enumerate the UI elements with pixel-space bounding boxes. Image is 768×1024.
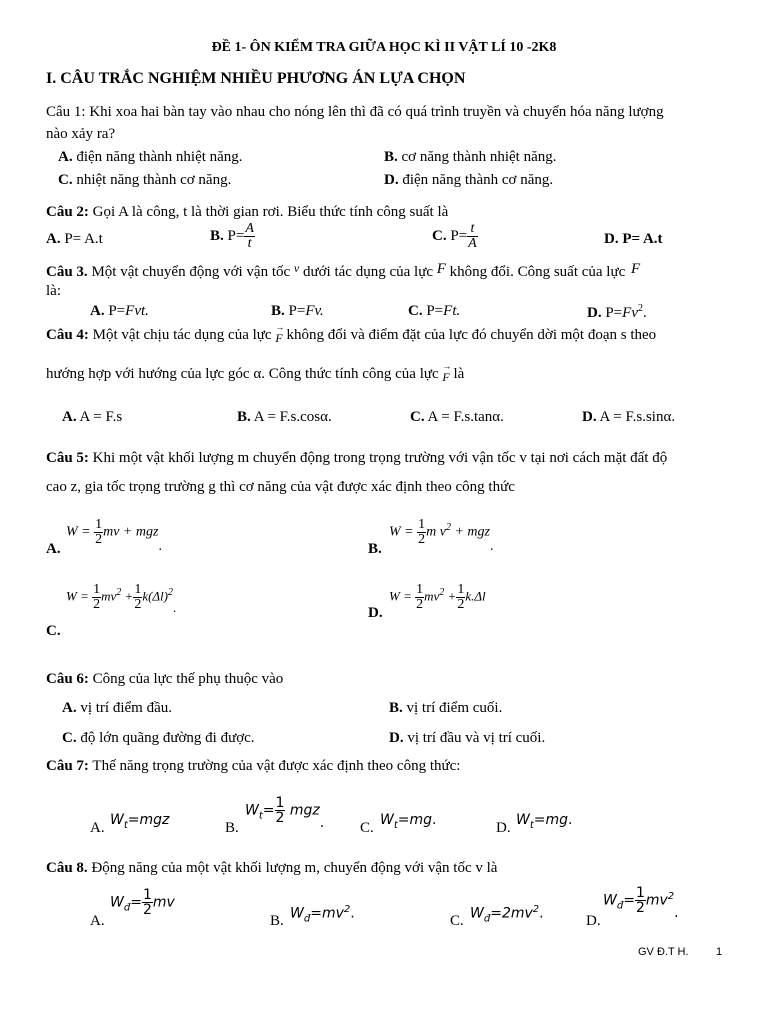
q1-option-b <box>384 149 557 166</box>
formula-part: = <box>490 905 502 922</box>
fraction <box>94 518 103 547</box>
formula-part: mv <box>321 905 344 922</box>
q3-option-a <box>90 303 149 320</box>
q5-option-b-formula <box>389 517 494 554</box>
numerator: 1 <box>142 887 152 903</box>
option-letter: B. <box>210 227 224 244</box>
option-formula: Fvt. <box>125 303 149 319</box>
question-text: Một vật chuyển động với vận tốc <box>87 264 294 280</box>
option-letter: C. <box>410 409 425 425</box>
q2-option-c <box>432 222 478 251</box>
numerator: 1 <box>418 517 426 532</box>
numerator: A <box>245 221 254 236</box>
numerator: 1 <box>134 582 142 597</box>
formula-part: mgz <box>289 802 320 819</box>
option-text: P= <box>422 303 444 319</box>
formula-part: mg <box>409 812 433 828</box>
q5-option-d-formula <box>389 583 486 612</box>
denominator: 2 <box>95 532 103 547</box>
q5-line2: cao z, gia tốc trọng trường g thì cơ năng của vật được xác định theo công thức <box>46 479 515 495</box>
formula-part: W <box>516 812 530 828</box>
q8-stem <box>46 860 497 877</box>
numerator: 1 <box>635 885 645 901</box>
q7-option-a-formula <box>110 812 169 831</box>
subscript: t <box>393 819 398 831</box>
superscript: 2 <box>445 522 451 534</box>
option-text: vị trí đầu và vị trí cuối. <box>403 730 546 746</box>
formula-part: . <box>350 905 355 922</box>
page-number: 1 <box>716 946 723 958</box>
q4-line2 <box>46 366 464 383</box>
formula-part: = <box>262 802 275 819</box>
option-letter: B. <box>237 409 251 425</box>
formula-part: 2mv <box>501 905 533 922</box>
formula-part: mg <box>545 812 569 828</box>
formula-part: W = <box>66 588 89 604</box>
q5-option-a-formula <box>66 517 162 554</box>
question-text: Động năng của một vật khối lượng m, chuyển động với vận tốc v là <box>87 860 498 876</box>
option-text: P= <box>223 227 245 244</box>
formula-part: W <box>603 892 617 909</box>
option-text: vị trí điểm cuối. <box>402 700 503 716</box>
fraction <box>467 222 478 251</box>
formula-part: k.Δl <box>465 588 486 604</box>
numerator: 1 <box>95 517 103 532</box>
q2-option-b <box>210 222 255 251</box>
superscript: 2 <box>116 587 122 599</box>
option-formula: Fv <box>622 305 638 321</box>
q7-option-b-formula <box>245 795 325 831</box>
q2-stem <box>46 204 448 221</box>
option-text: P= <box>601 305 623 321</box>
formula-part: W <box>110 894 124 911</box>
q4-option-c <box>410 409 504 426</box>
q6-option-b <box>389 700 502 717</box>
formula-part: W <box>380 812 394 828</box>
formula-part: m v <box>426 524 446 540</box>
formula-part: . <box>172 600 177 616</box>
option-letter: C. <box>432 227 447 244</box>
formula-part: W <box>470 905 484 922</box>
denominator: 2 <box>142 902 152 918</box>
q8-option-d-letter: D. <box>586 913 601 929</box>
q6-option-a <box>62 700 172 717</box>
q2-option-a <box>46 231 103 248</box>
fraction <box>275 796 286 825</box>
numerator: 1 <box>93 582 101 597</box>
question-label: Câu 5: <box>46 450 89 466</box>
formula-part: = <box>397 812 410 828</box>
subscript: t <box>529 819 534 831</box>
question-text: không đổi. Công suất của lực <box>445 264 630 280</box>
q8-option-a-letter: A. <box>90 913 105 929</box>
option-formula: Fv. <box>305 303 324 319</box>
q1-option-c <box>58 172 231 189</box>
q6-option-d <box>389 730 545 747</box>
fraction <box>133 583 142 612</box>
q7-option-a-letter: A. <box>90 820 105 836</box>
option-text: vị trí điểm đầu. <box>76 700 172 716</box>
fraction <box>92 583 101 612</box>
option-letter: C. <box>58 172 73 188</box>
question-text: không đổi và điểm đặt của lực đó chuyển dời một đoạn s theo <box>282 327 657 343</box>
q7-stem <box>46 758 460 775</box>
option-letter: B. <box>384 149 398 165</box>
denominator: 2 <box>418 532 426 547</box>
option-letter: D. <box>587 305 602 321</box>
option-text: độ lớn quãng đường đi được. <box>76 730 255 746</box>
section-heading: I. CÂU TRẮC NGHIỆM NHIỀU PHƯƠNG ÁN LỰA CHỌN <box>46 70 466 87</box>
fraction <box>415 583 424 612</box>
force-symbol: F <box>436 261 446 277</box>
q6-stem <box>46 671 283 688</box>
option-letter: A. <box>90 303 105 319</box>
question-text: Công của lực thế phụ thuộc vào <box>88 671 284 687</box>
formula-part: . <box>568 812 573 828</box>
option-text: A = F.s <box>76 409 123 425</box>
option-text: điện năng thành cơ năng. <box>398 172 554 188</box>
denominator: 2 <box>93 597 101 612</box>
question-text: Gọi A là công, t là thời gian rơi. Biểu thức tính công suất là <box>88 204 449 220</box>
q3-option-d <box>587 303 647 322</box>
q1-line2: nào xảy ra? <box>46 126 116 142</box>
formula-part: + mgz <box>454 524 490 540</box>
formula-part: mv <box>424 588 440 604</box>
formula-part: . <box>489 538 494 554</box>
q8-option-b-letter: B. <box>270 913 284 929</box>
q3-line2: là: <box>46 283 61 299</box>
option-letter: A. <box>58 149 73 165</box>
superscript: 2 <box>343 904 351 915</box>
formula-part: W <box>110 812 124 828</box>
q7-option-d-letter: D. <box>496 820 511 836</box>
q3-stem <box>46 261 641 281</box>
velocity-symbol: v <box>293 261 300 275</box>
superscript: 2 <box>667 890 675 902</box>
formula-part: W = <box>389 524 414 540</box>
formula-part: . <box>674 904 679 921</box>
formula-part: = <box>533 812 546 828</box>
formula-part: . <box>319 814 325 831</box>
formula-part: W <box>245 802 259 819</box>
q8-option-c-formula <box>470 904 544 924</box>
formula-part: = <box>130 894 142 911</box>
option-letter: A. <box>62 409 77 425</box>
q2-option-d: D. P= A.t <box>604 231 663 247</box>
denominator: A <box>468 236 477 251</box>
option-letter: A. <box>46 231 61 247</box>
option-formula: Ft. <box>443 303 461 319</box>
option-text: P= <box>446 227 468 244</box>
q8-option-b-formula <box>290 904 355 924</box>
q5-option-c-formula <box>66 582 177 616</box>
option-text: điện năng thành nhiệt năng. <box>72 149 243 165</box>
q1-line1: Câu 1: Khi xoa hai bàn tay vào nhau cho nóng lên thì đã có quá trình truyền và chuyển hóa năng lượng <box>46 104 664 120</box>
formula-part: k(Δl) <box>142 588 168 604</box>
numerator: 1 <box>275 795 285 811</box>
option-text: P= <box>104 303 126 319</box>
formula-part: + <box>124 588 134 604</box>
denominator: 2 <box>457 597 465 612</box>
option-text: cơ năng thành nhiệt năng. <box>397 149 557 165</box>
q7-option-d-formula <box>516 812 572 831</box>
q7-option-b-letter: B. <box>225 820 239 836</box>
formula-part: mv <box>152 894 175 911</box>
question-text: Một vật chịu tác dụng của lực <box>88 327 276 343</box>
formula-part: . <box>432 812 437 828</box>
question-label: Câu 6: <box>46 671 89 687</box>
denominator: 2 <box>134 597 142 612</box>
q4-stem <box>46 327 656 344</box>
option-letter: B. <box>271 303 285 319</box>
subscript: đ <box>303 913 311 925</box>
q7-option-c-formula <box>380 812 436 831</box>
q5-option-b-letter: B. <box>368 541 382 557</box>
fraction <box>456 583 465 612</box>
force-vector-symbol: → F <box>275 331 282 346</box>
q4-option-b <box>237 409 332 426</box>
superscript: 2 <box>439 587 445 599</box>
option-text: A = F.s.tanα. <box>424 409 504 425</box>
formula-part: . <box>158 538 162 554</box>
formula-part: mv <box>645 892 668 909</box>
option-text: nhiệt năng thành cơ năng. <box>72 172 232 188</box>
option-letter: A. <box>62 700 77 716</box>
q5-option-a-letter: A. <box>46 541 61 557</box>
subscript: đ <box>123 902 131 914</box>
q8-option-a-formula <box>110 888 175 917</box>
formula-part: + <box>447 588 457 604</box>
question-text: hướng hợp với hướng của lực góc α. Công thức tính công của lực <box>46 366 443 382</box>
q1-option-a <box>58 149 243 166</box>
option-text: A = F.s.cosα. <box>250 409 332 425</box>
q4-option-d <box>582 409 675 426</box>
formula-part: W = <box>389 588 412 604</box>
numerator: 1 <box>457 582 465 597</box>
formula-part: mv <box>101 588 117 604</box>
option-text: P= <box>284 303 306 319</box>
question-text: Khi một vật khối lượng m chuyển động trong trọng trường với vận tốc v tại nơi cách mặt đất độ <box>88 450 668 466</box>
fraction <box>417 518 426 547</box>
question-label: Câu 4: <box>46 327 89 343</box>
q3-option-b <box>271 303 324 320</box>
option-text: A = F.s.sinα. <box>596 409 676 425</box>
fraction <box>142 888 153 917</box>
option-letter: C. <box>408 303 423 319</box>
fraction <box>244 222 255 251</box>
denominator: 2 <box>635 900 645 916</box>
option-letter: C. <box>62 730 77 746</box>
q3-option-c <box>408 303 460 320</box>
question-label: Câu 7: <box>46 758 89 774</box>
option-letter: D. <box>384 172 399 188</box>
superscript: 2 <box>532 904 540 915</box>
option-text: P= A.t <box>60 231 103 247</box>
question-text: Thế năng trọng trường của vật được xác định theo công thức: <box>88 758 461 774</box>
question-text: dưới tác dụng của lực <box>299 264 437 280</box>
q4-option-a <box>62 409 122 426</box>
fraction <box>635 886 646 915</box>
question-label: Câu 8. <box>46 860 88 876</box>
question-label: Câu 2: <box>46 204 89 220</box>
formula-part: . <box>539 905 544 922</box>
formula-part: W <box>290 905 304 922</box>
option-letter: D. <box>582 409 597 425</box>
formula-part: = <box>310 905 322 922</box>
formula-part: = <box>623 892 635 909</box>
formula-part: mgz <box>139 812 170 828</box>
q6-option-c <box>62 730 255 747</box>
option-letter: D. <box>389 730 404 746</box>
subscript: đ <box>616 900 624 912</box>
formula-part: W = <box>66 524 91 540</box>
option-text: . <box>642 305 647 321</box>
superscript: 2 <box>637 303 643 314</box>
numerator: 1 <box>416 582 424 597</box>
q5-option-c-letter: C. <box>46 623 61 639</box>
denominator: 2 <box>275 810 285 826</box>
q5-option-d-letter: D. <box>368 605 383 621</box>
option-letter: B. <box>389 700 403 716</box>
force-symbol: F <box>631 261 641 277</box>
superscript: 2 <box>167 587 173 599</box>
subscript: t <box>258 810 263 822</box>
q8-option-d-formula <box>603 885 679 921</box>
page-title: ĐỀ 1- ÔN KIỂM TRA GIỮA HỌC KÌ II VẬT LÍ 10 -2K8 <box>211 40 557 55</box>
formula-part: = <box>127 812 140 828</box>
subscript: t <box>123 819 128 831</box>
footer-author: GV Đ.T H. <box>638 946 689 958</box>
formula-part: mv + mgz <box>103 524 159 540</box>
denominator: t <box>247 236 252 251</box>
numerator: t <box>467 222 478 237</box>
q1-option-d <box>384 172 553 189</box>
q8-option-c-letter: C. <box>450 913 464 929</box>
q7-option-c-letter: C. <box>360 820 374 836</box>
q5-line1 <box>46 450 667 467</box>
force-vector-symbol: → F <box>442 370 449 385</box>
question-label: Câu 3. <box>46 264 88 280</box>
question-text: là <box>449 366 465 382</box>
subscript: đ <box>483 913 491 925</box>
denominator: 2 <box>416 597 424 612</box>
